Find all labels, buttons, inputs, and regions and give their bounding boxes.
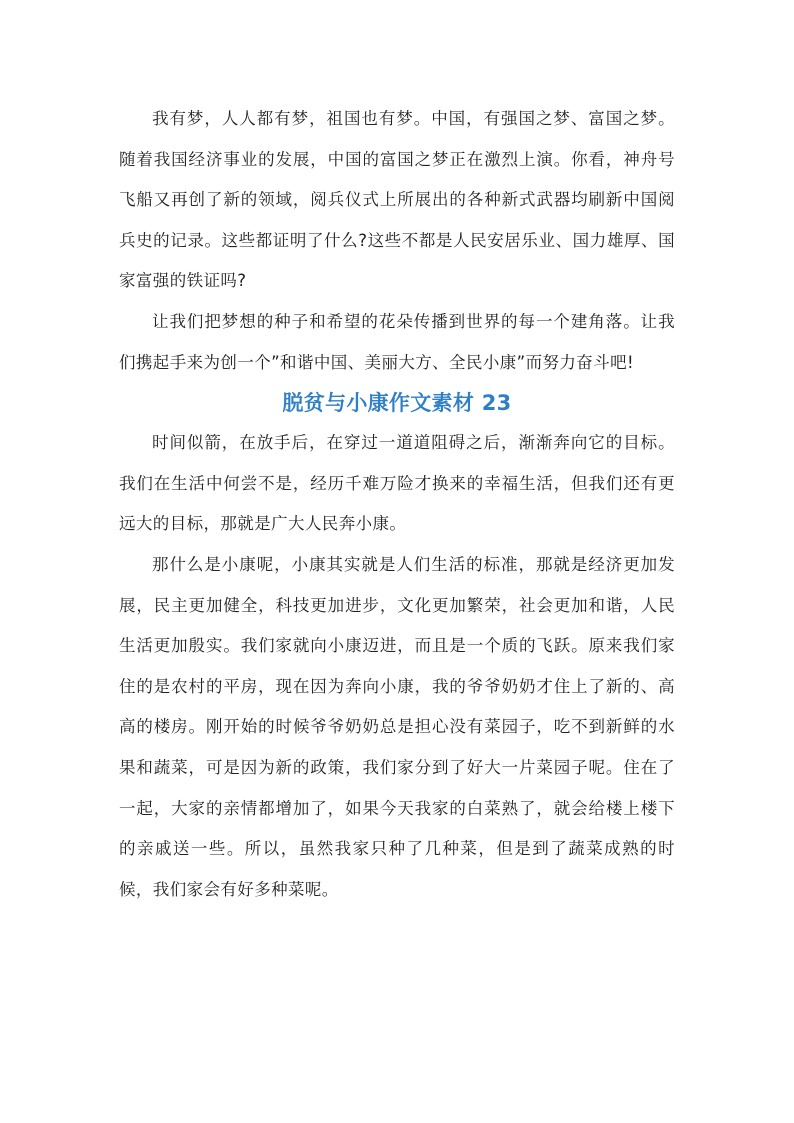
paragraph: 那什么是小康呢，小康其实就是人们生活的标准，那就是经济更加发展，民主更加健全，科技更加进步，文化更加繁荣，社会更加和谐，人民生活更加殷实。我们家就向小康迈进，而且是一个质的飞跃。原来我们家住的是农村的平房，现在因为奔向小康，我的爷爷奶奶才住上了新的、高高的楼房。刚开始的时候爷爷奶奶总是担心没有菜园子，吃不到新鲜的水果和蔬菜，可是因为新的政策，我们家分到了好大一片菜园子呢。住在了一起，大家的亲情都增加了，如果今天我家的白菜熟了，就会给楼上楼下的亲戚送一些。所以，虽然我家只种了几种菜，但是到了蔬菜成熟的时候，我们家会有好多种菜呢。 xyxy=(119,554,675,899)
paragraph: 我有梦，人人都有梦，祖国也有梦。中国，有强国之梦、富国之梦。随着我国经济事业的发展，中国的富国之梦正在激烈上演。你看，神舟号飞船又再创了新的领域，阅兵仪式上所展出的各种新式武器均刷新中国阅兵史的记录。这些都证明了什么?这些不都是人民安居乐业、国力雄厚、国家富强的铁证吗? xyxy=(119,109,675,291)
paragraph: 时间似箭，在放手后，在穿过一道道阻碍之后，渐渐奔向它的目标。我们在生活中何尝不是，经历千难万险才换来的幸福生活，但我们还有更远大的目标，那就是广大人民奔小康。 xyxy=(119,433,675,534)
paragraph: 让我们把梦想的种子和希望的花朵传播到世界的每一个建角落。让我们携起手来为创一个”和谐中国、美丽大方、全民小康”而努力奋斗吧! xyxy=(119,311,675,372)
document-page xyxy=(119,99,675,910)
section-heading: 脱贫与小康作文素材 23 xyxy=(282,391,512,416)
